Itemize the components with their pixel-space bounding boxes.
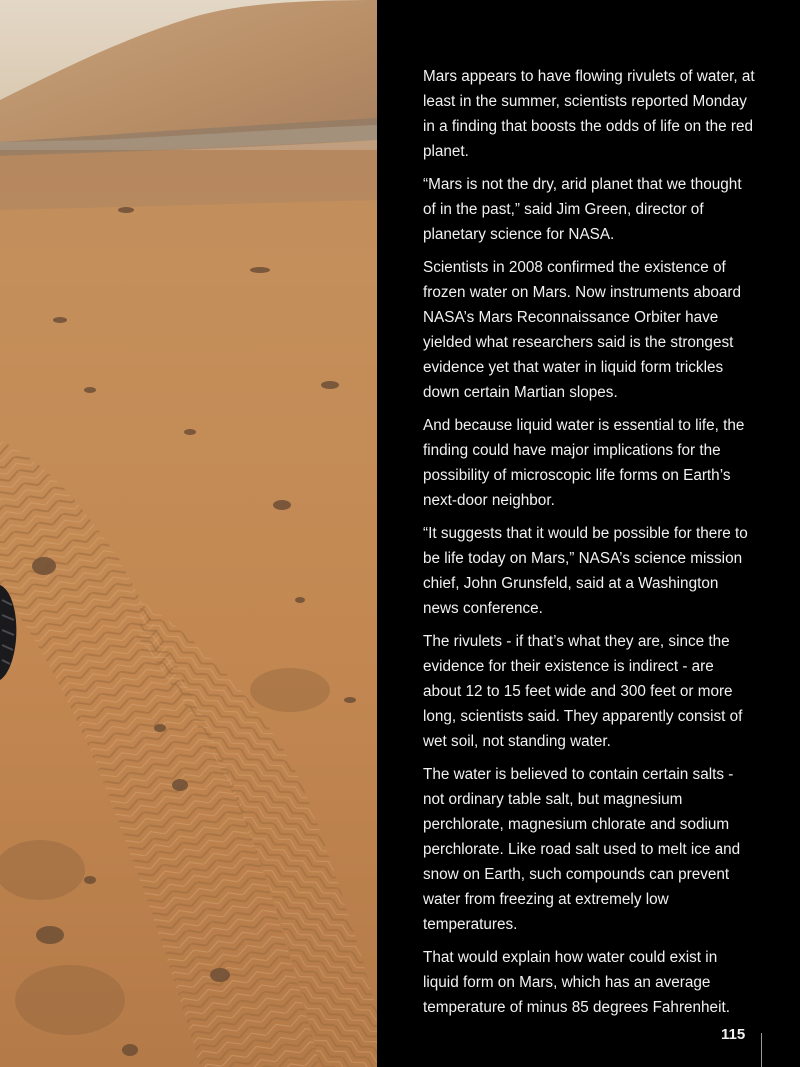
article-paragraph: The rivulets - if that’s what they are, since the evidence for their existence is indirect - are about 12 to 15 feet wide and 300 feet or more long, scientists said. They apparently consist of wet soil, not standing water.	[423, 633, 743, 750]
mars-landscape-illustration	[0, 0, 377, 1067]
article-paragraph: That would explain how water could exist in liquid form on Mars, which has an average temperature of minus 85 degrees Fahrenheit.	[423, 949, 730, 1016]
article-body	[423, 64, 755, 1028]
article-paragraph: And because liquid water is essential to life, the finding could have major implications for the possibility of microscopic life forms on Earth’s next-door neighbor.	[423, 417, 745, 509]
article-paragraph: The water is believed to contain certain salts - not ordinary table salt, but magnesium perchlorate, magnesium chlorate and sodium perchlorate. Like road salt used to melt ice and snow on Earth, such compounds can prevent water from freezing at extremely low temperatures.	[423, 766, 741, 933]
article-panel	[377, 0, 800, 1067]
article-paragraph: Mars appears to have flowing rivulets of water, at least in the summer, scientists reported Monday in a finding that boosts the odds of life on the red planet.	[423, 68, 755, 160]
article-paragraph: “It suggests that it would be possible for there to be life today on Mars,” NASA’s science mission chief, John Grunsfeld, said at a Washington news conference.	[423, 525, 748, 617]
article-paragraph: Scientists in 2008 confirmed the existence of frozen water on Mars. Now instruments aboard NASA’s Mars Reconnaissance Orbiter have yielded what researchers said is the strongest evidence yet that water in liquid form trickles down certain Martian slopes.	[423, 259, 741, 401]
page-number: 115	[721, 1026, 746, 1043]
article-paragraph: “Mars is not the dry, arid planet that we thought of in the past,” said Jim Green, director of planetary science for NASA.	[423, 176, 742, 243]
page-number-divider	[761, 1033, 762, 1067]
mars-surface-photo	[0, 0, 377, 1067]
